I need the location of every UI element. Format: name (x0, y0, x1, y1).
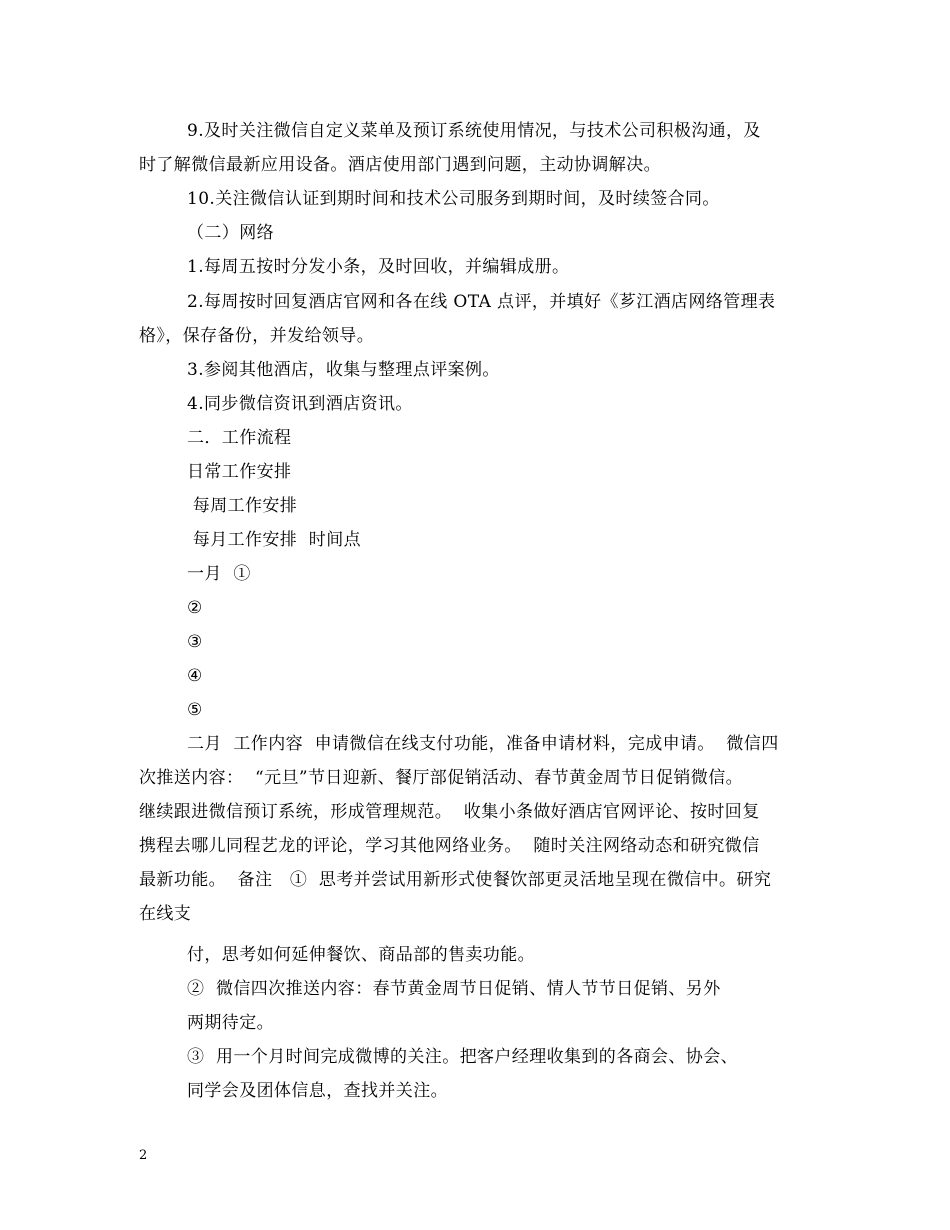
body-line: ③ (187, 632, 203, 652)
body-line: 在线支 (139, 904, 192, 924)
body-line: 二月 工作内容 申请微信在线支付功能，准备申请材料，完成申请。 微信四 (187, 734, 779, 754)
page-number: 2 (139, 1148, 148, 1163)
body-line: ⑤ (187, 700, 203, 720)
body-line: 两期待定。 (187, 1013, 274, 1033)
body-line: 格》，保存备份，并发给领导。 (139, 326, 375, 346)
body-line: 一月 ① (187, 564, 251, 584)
section-heading: （二）网络 (187, 223, 274, 243)
body-line: 付，思考如何延伸餐饮、商品部的售卖功能。 (187, 945, 535, 965)
body-line: ② 微信四次推送内容：春节黄金周节日促销、情人节节日促销、另外 (187, 979, 721, 999)
body-line: ② (187, 598, 203, 618)
body-line: ③ 用一个月时间完成微博的关注。把客户经理收集到的各商会、协会、 (187, 1047, 739, 1067)
body-line: 1.每周五按时分发小条，及时回收，并编辑成册。 (187, 257, 570, 277)
body-line: 时了解微信最新应用设备。酒店使用部门遇到问题，主动协调解决。 (139, 155, 661, 175)
body-line: 同学会及团体信息，查找并关注。 (187, 1081, 448, 1101)
body-line: 2.每周按时回复酒店官网和各在线 OTA 点评，并填好《芗江酒店网络管理表 (187, 292, 776, 312)
body-line: ④ (187, 666, 203, 686)
body-line: 9.及时关注微信自定义菜单及预订系统使用情况，与技术公司积极沟通，及 (187, 121, 761, 141)
body-line: 日常工作安排 (187, 462, 292, 482)
body-line: 4.同步微信资讯到酒店资讯。 (187, 394, 413, 414)
body-line: 次推送内容： “元旦”节日迎新、餐厅部促销活动、春节黄金周节日促销微信。 (139, 768, 743, 788)
body-line: 每月工作安排 时间点 (187, 530, 362, 550)
body-line: 最新功能。 备注 ① 思考并尝试用新形式使餐饮部更灵活地呈现在微信中。研究 (139, 870, 772, 890)
body-line: 每周工作安排 (187, 496, 298, 516)
body-line: 10.关注微信认证到期时间和技术公司服务到期时间，及时续签合同。 (187, 189, 720, 209)
section-heading: 二．工作流程 (187, 428, 292, 448)
body-line: 3.参阅其他酒店，收集与整理点评案例。 (187, 360, 500, 380)
body-line: 携程去哪儿同程艺龙的评论，学习其他网络业务。 随时关注网络动态和研究微信 (139, 836, 760, 856)
body-line: 继续跟进微信预订系统，形成管理规范。 收集小条做好酒店官网评论、按时回复 (139, 802, 760, 822)
